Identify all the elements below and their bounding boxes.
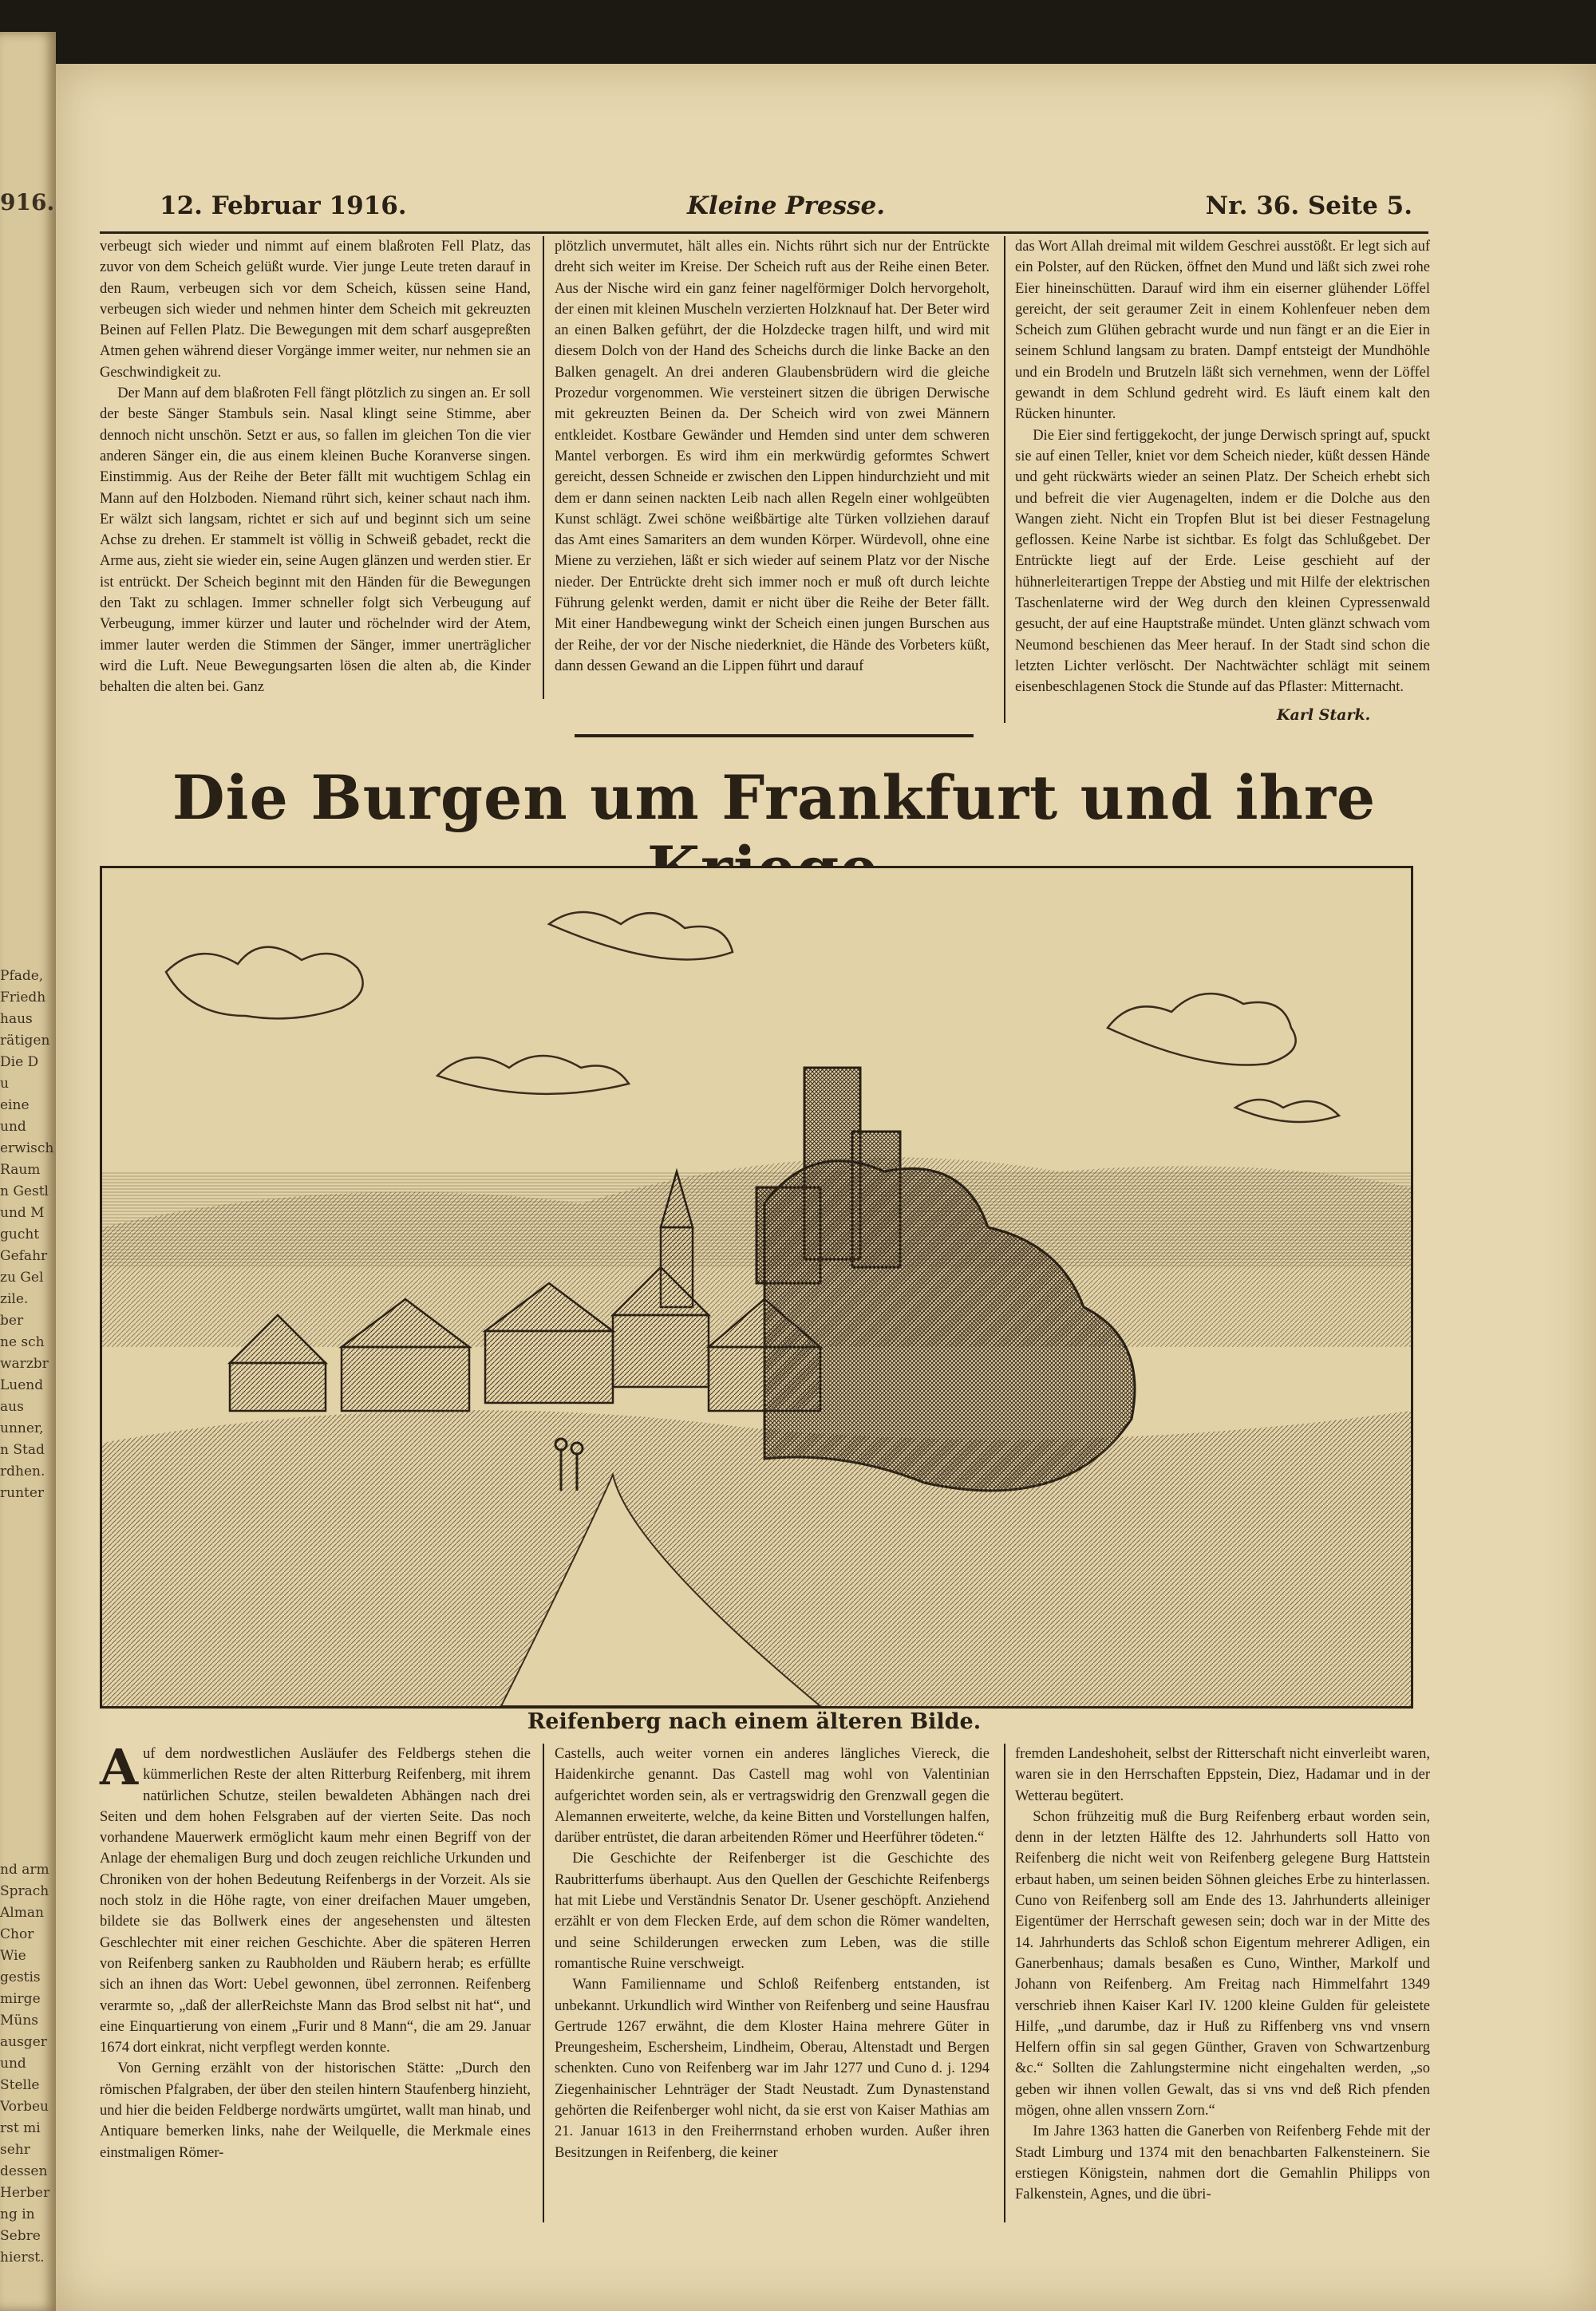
adjacent-page-line: und M xyxy=(0,1205,45,1221)
adjacent-page-line: hierst. xyxy=(0,2250,45,2266)
adjacent-page-line: Friedh xyxy=(0,990,46,1005)
adjacent-page-line: Alman xyxy=(0,1905,44,1921)
adjacent-page-line: Stelle xyxy=(0,2077,40,2093)
adjacent-page-line: aus xyxy=(0,1399,24,1415)
article-col3-paragraph: Die Eier sind fertiggekocht, der junge Derwisch springt auf, spuckt sie auf einen Teller, kniet vor dem Scheich nieder, küßt dessen Hände und geht rückwärts wieder an seinen Platz. Der Scheich erhebt sich und befreit die vier Augenagelten, indem er die Dolche aus den Wangen zieht. Nicht ein Tropfen Blut ist bei dieser Festnagelung geflossen. Keine Narbe ist sichtbar. Es folgt das Schlußgebet. Der Entrückte liegt auf der Erde. Leise geschieht auf der hühnerleiterartigen Treppe der Abstieg und mit Hilfe der elektrischen Taschenlaterne wird der Weg durch den kleinen Cypressenwald gesucht, der auf eine Hauptstraße mündet. Unten glänzt schwach vom Neumond beschienen das Meer herauf. In der Stadt sind schon die letzten Lichter verlöscht. Der Nachtwächter schlägt mit seinem eisenbeschlagenen Stock die Stunde auf das Pflaster: Mitternacht. xyxy=(1015,427,1430,696)
adjacent-page-line: erwisch xyxy=(0,1140,54,1156)
adjacent-page-line: Wie xyxy=(0,1948,26,1964)
adjacent-page-line: ng in xyxy=(0,2206,35,2222)
burgen-col2-paragraph: Castells, auch weiter vornen ein anderes längliches Viereck, die Haidenkirche genannt. Das Castell mag wohl von Valentinian aufgerichtet worden sein, als er vertragswidrig den Grenzwall gegen die Alemannen erweiterte, welche, da keine Bitten und Vorstellungen halfen, darüber entrüstet, die daran arbeitenden Römer und Heerführer tödeten.“ xyxy=(555,1746,990,1847)
adjacent-page-line: und xyxy=(0,1119,26,1135)
adjacent-page-line: Pfade, xyxy=(0,968,44,984)
article-col1-paragraph: Der Mann auf dem blaßroten Fell fängt plötzlich zu singen an. Er soll der beste Sänger Stambuls sein. Nasal klingt seine Stimme, aber dennoch nicht unschön. Setzt er aus, so fallen im gleichen Ton die vier anderen Sänger ein, die aus einem kleinen Buche Koranverse singen. Einstimmig. Aus der Reihe der Beter fällt mit wuchtigem Schlag ein Mann auf den Holzboden. Niemand rührt sich, keiner schaut nach ihm. Er wälzt sich langsam, richtet er sich auf und beginnt sich um seine Achse zu drehen. Er stammelt ist völlig in Schweiß gebadet, reckt die Arme aus, zieht sie wieder ein, seine Augen glänzen und werden stier. Er ist entrückt. Der Scheich beginnt mit den Händen für die Bewegungen den Takt zu schlagen. Immer schneller folgt sich Verbeugung auf Verbeugung, immer kürzer und lauter und röchelnder wird der Atem, immer lauter werden die Stimmen der Sänger, immer unerträglicher wird die Luft. Neue Bewegungsarten lösen die alten ab, die Kinder behalten die alten bei. Ganz xyxy=(100,385,531,696)
adjacent-page-line: n Gestl xyxy=(0,1183,49,1199)
adjacent-page-line: ne sch xyxy=(0,1334,45,1350)
burgen-col3-paragraph: fremden Landeshoheit, selbst der Ritterschaft nicht einverleibt waren, waren sie in den Herrschaften Eppstein, Diez, Hadamar und in der Wetterau begütert. xyxy=(1015,1746,1430,1804)
burgen-col1-paragraph: Von Gerning erzählt von der historischen Stätte: „Durch den römischen Pfalgraben, der über den steilen hintern Staufenberg hinzieht, und hier die beiden Feldberge nordwärts umgürtet, wallt man hinab, und Antiquare bemerken links, nahe der Weilquelle, die Merkmale eines einstmaligen Römer- xyxy=(100,2060,531,2161)
burgen-col2-paragraph: Die Geschichte der Reifenberger ist die Geschichte des Raubritterfums überhaupt. Aus den Quellen der Geschichte Reifenbergs hat mit Liebe und Verständnis Senator Dr. Usener geschöpft. Anziehend erzählt er von dem Flecken Erde, auf dem schon die Römer wandelten, und seine Schilderungen erwecken zum Leben, was die stille romantische Ruine verschweigt. xyxy=(555,1851,990,1972)
adjacent-page-edge xyxy=(0,32,56,2311)
article-headline: Die Burgen um Frankfurt und ihre xyxy=(172,762,1377,833)
adjacent-page-line: ber xyxy=(0,1313,24,1329)
burgen-col3-paragraph: Im Jahre 1363 hatten die Ganerben von Reifenberg Fehde mit der Stadt Limburg und 1374 mit den benachbarten Falkensteinern. Sie erstiegen Königstein, nahmen dort die Gemahlin Philipps von Falkenstein, Agnes, und die übri- xyxy=(1015,2123,1430,2203)
adjacent-page-line: Sebre xyxy=(0,2228,41,2244)
adjacent-page-date-fragment: 916. xyxy=(0,189,55,215)
header-rule xyxy=(100,231,1428,234)
adjacent-page-line: gucht xyxy=(0,1227,40,1242)
article-col2-paragraph: plötzlich unvermutet, hält alles ein. Nichts rührt sich nur der Entrückte dreht sich weiter im Kreise. Der Scheich ruft aus der Reihe einen Beter. Aus der Nische wird ein ganz feiner nagelförmiger Dolch hervorgeholt, der einen mit kleinen Muscheln verzierten Holzknauf hat. Der Beter wird an einen Balken geführt, der die Holzdecke tragen hilft, und wird mit diesem Dolch von der Hand des Scheichs durch die linke Backe an den Balken genagelt. An drei anderen Glaubensbrüdern wird die gleiche Prozedur vorgenommen. Wie versteinert sitzen die übrigen Derwische mit gekreuzten Beinen da. Der Scheich wird von zwei Männern entkleidet. Kostbare Gewänder und Hemden sind unter dem schweren Mantel verborgen. Es wird ihm ein merkwürdig geformtes Schwert gereicht, dessen Schneide er zwischen den Lippen hindurchzieht und mit dem er dann seinen nackten Leib nach allen Regeln einer wohlgeübten Kunst schlägt. Zwei schöne weißbärtige alte Türken vollziehen darauf das Amt eines Samariters an dem wunden Körper. Würdevoll, ohne eine Miene zu verziehen, läßt er sich wieder auf seinem Platz vor der Nische nieder. Der Entrückte dreht sich immer noch er muß oft durch leichte Führung gelenkt werden, damit er nicht über die Reihe der Beter fällt. Mit einer Handbewegung winkt der Scheich einen jungen Burschen aus der Reihe, der vor der Nische niederkniet, die Hände des Vorbeters küßt, dann dessen Gewand an die Lippen führt und darauf xyxy=(555,239,990,674)
adjacent-page-line: unner, xyxy=(0,1420,44,1436)
adjacent-page-line: n Stad xyxy=(0,1442,45,1458)
column-divider xyxy=(543,236,544,699)
illustration-caption: Reifenberg nach einem älteren Bilde. xyxy=(527,1709,982,1734)
adjacent-page-line: warzbr xyxy=(0,1356,49,1372)
adjacent-page-text-fragments xyxy=(0,966,56,1504)
adjacent-page-line: und xyxy=(0,2056,26,2072)
adjacent-page-line: zile. xyxy=(0,1291,29,1307)
adjacent-page-line: sehr xyxy=(0,2142,30,2158)
article-column-3 xyxy=(1015,236,1430,698)
adjacent-page-line: Herber xyxy=(0,2185,50,2201)
adjacent-page-line: haus xyxy=(0,1011,33,1027)
newspaper-title: Kleine Presse. xyxy=(686,192,886,220)
adjacent-page-line: ausger xyxy=(0,2034,47,2050)
adjacent-page-line: Chor xyxy=(0,1926,34,1942)
burgen-article-column-3 xyxy=(1015,1744,1430,2206)
author-signature: Karl Stark. xyxy=(1277,706,1371,724)
castle-illustration xyxy=(100,866,1413,1709)
adjacent-page-line: eine xyxy=(0,1097,30,1113)
burgen-article-column-2 xyxy=(555,1744,990,2163)
adjacent-page-line: rst mi xyxy=(0,2120,41,2136)
column-divider xyxy=(1004,1744,1005,2222)
drop-cap: A xyxy=(100,1738,139,1796)
burgen-col1-first-paragraph: uf dem nordwestlichen Ausläufer des Feldbergs stehen die kümmerlichen Reste der alten Ritterburg Reifenberg, mit ihrem natürlichen Schutze, steilen bewaldeten Abhängen nach drei Seiten und dem hohen Felsgraben auf der vierten Seite. Das noch vorhandene Mauerwerk ermöglicht kaum mehr einen Begriff von der Anlage der ehemaligen Burg und doch zeugen reichliche Urkunden und Chroniken von der hohen Bedeutung Reifenbergs in der Vorzeit. Als sie noch stolz in die Höhe ragte, von einer dreifachen Mauer umgeben, bildete sie das Bollwerk eines der angesehensten und ältesten Geschlechter mit einer reichen Geschichte. Aber die späteren Herren von Reifenberg sanken zu Raubholden und Räubern herab; es erfüllte sich an ihnen das Wort: Uebel gewonnen, übel zerronnen. Reifenberg verarmte so, „daß der allerReichste Mann das Brod selbst nit hat“, und eine Einquartierung von einem „Furir und 8 Mann“, die am 29. Januar 1674 dort einkrat, nicht verpflegt werden konnte. xyxy=(100,1746,531,2056)
adjacent-page-line: zu Gel xyxy=(0,1270,44,1286)
burgen-article-column-1 xyxy=(100,1738,531,2163)
adjacent-page-line: nd arm xyxy=(0,1862,49,1878)
article-column-2 xyxy=(555,236,990,677)
issue-and-page-number: Nr. 36. Seite 5. xyxy=(1205,192,1412,220)
column-divider xyxy=(543,1744,544,2222)
adjacent-page-line: rätigen xyxy=(0,1033,50,1049)
adjacent-page-line: Sprach xyxy=(0,1883,49,1899)
burgen-col2-paragraph: Wann Familienname und Schloß Reifenberg entstanden, ist unbekannt. Urkundlich wird Winther von Reifenberg und seine Hausfrau Gertrude 1267 erwähnt, die dem Kloster Haina mehrere Güter in Preungesheim, Eschersheim, Lindheim, Oberau, Altenstadt und Bergen schenkten. Cuno von Reifenberg war im Jahr 1277 und Cuno d. j. 1294 Ziegenhainischer Lehnträger der Stadt Neustadt. Zum Dynastenstand gehörten die Reifenberger wohl nicht, da sie erst von Kaiser Mathias am 21. Januar 1613 in den Freiherrnstand erhoben wurden. Außer ihren Besitzungen in Reifenberg, die keiner xyxy=(555,1977,990,2161)
adjacent-page-line: Müns xyxy=(0,2013,39,2029)
adjacent-page-text-fragments-lower xyxy=(0,1859,56,2269)
adjacent-page-line: Vorbeu xyxy=(0,2099,49,2115)
article-column-1 xyxy=(100,236,531,698)
adjacent-page-line: Raum xyxy=(0,1162,41,1178)
issue-date: 12. Februar 1916. xyxy=(160,192,407,220)
adjacent-page-line: rdhen. xyxy=(0,1464,45,1479)
section-separator xyxy=(575,734,974,737)
burgen-col3-paragraph: Schon frühzeitig muß die Burg Reifenberg erbaut worden sein, denn in der letzten Hälfte des 12. Jahrhunderts soll Hatto von Reifenberg die nicht weit von Reifenberg gelegene Burg Hattstein erbaut haben, um seinen beiden Söhnen gleiches Erbe zu hinterlassen. Cuno von Reifenberg soll am Ende des 13. Jahrhunderts alleiniger Eigentümer der Herrschaft gewesen sein; doch war in der Mitte des 14. Jahrhunderts das Schloß schon Eigentum mehrerer Adligen, ein Ganerbenhaus; damals besaßen es Cuno, Winther, Markolf und Johann von Reifenberg. Am Freitag nach Himmelfahrt 1349 verschrieb ihnen Kaiser Karl IV. 1200 kleine Gulden für geleistete Hilfe, „und darumbe, daz ir Huß zu Riffenberg vns vnd vnsern Helfern offin sin sal gegen Günther, Graven von Schwartzenburg &c.“ Sollten die Zahlungstermine nicht eingehalten werden, „so geben wir ihnen vollen Gewalt, das si vns vnd deß Rich pfenden mögen, ohne allen vnssern Zorn.“ xyxy=(1015,1808,1430,2119)
column-divider xyxy=(1004,236,1005,723)
adjacent-page-line: Gefahr xyxy=(0,1248,48,1264)
page-header xyxy=(160,192,1412,228)
adjacent-page-line: u xyxy=(0,1076,9,1092)
adjacent-page-line: runter xyxy=(0,1485,45,1501)
article-col1-paragraph: verbeugt sich wieder und nimmt auf einem blaßroten Fell Platz, das zuvor von dem Scheich gelüßt wurde. Vier junge Leute treten darauf in den Raum, verbeugen sich vor dem Scheich, küssen seine Hand, verbeugen sich wieder und nehmen hinter dem Scheich mit gekreuzten Beinen auf Fellen Platz. Die Bewegungen mit dem scharf ausgepreßten Atmen gehen während dieser Vorgänge immer weiter, nur nehmen sie an Geschwindigkeit zu. xyxy=(100,239,531,381)
adjacent-page-line: Die D xyxy=(0,1054,39,1070)
adjacent-page-line: gestis xyxy=(0,1969,41,1985)
adjacent-page-line: dessen xyxy=(0,2163,48,2179)
adjacent-page-line: Luend xyxy=(0,1377,44,1393)
article-col3-paragraph: das Wort Allah dreimal mit wildem Geschrei ausstößt. Er legt sich auf ein Polster, auf den Rücken, öffnet den Mund und läßt sich zwei rohe Eier hineinschütten. Darauf wird ihm ein eiserner glühender Löffel gereicht, der seit geraumer Zeit in einem Kohlenfeuer neben dem Scheich zum Glühen gebracht wurde und nun fängt er an die Eier in seinem Schlund langsam zu braten. Dampf entsteigt der Mundhöhle und ein Brodeln und Brutzeln läßt sich vernehmen, wenn der Löffel gewandt in dem Schlund gedreht wird. Es läuft einem kalt den Rücken hinunter. xyxy=(1015,239,1430,423)
adjacent-page-line: mirge xyxy=(0,1991,41,2007)
